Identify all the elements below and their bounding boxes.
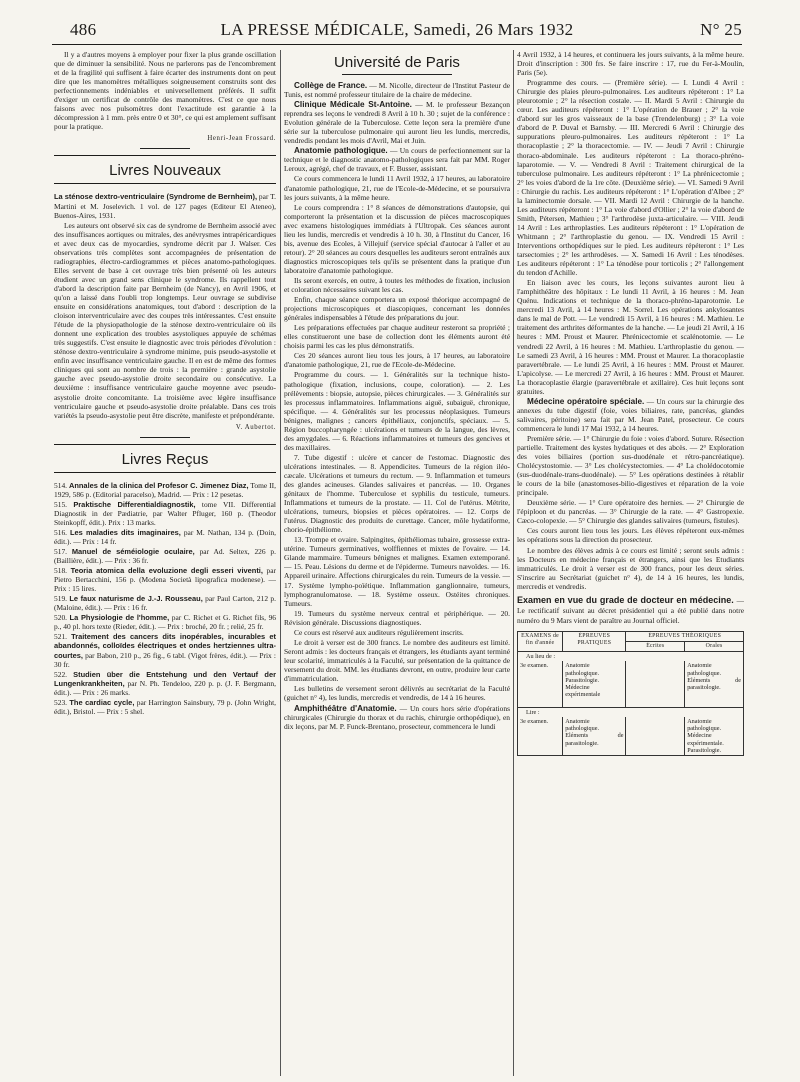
book-title: La sténose dextro-ventriculaire (Syndrome de Bernheim),	[54, 192, 258, 202]
examen-heading: Examen en vue du grade de docteur en médecine. — Le rectificatif suivant au décret présidentiel qui a été publié dans notre numéro du 9 Mars vient de paraître au Journal officiel.	[517, 594, 744, 625]
paragraph: Enfin, chaque séance comportera un exposé théorique accompagné de projections microscopiques et diascopiques, concernant les données générales indispensables à l'étude des préparations du jour.	[284, 295, 510, 323]
paragraph: Ces cours auront lieu tous les jours. Les élèves répéteront eux-mêmes les opérations sous la direction du prosecteur.	[517, 526, 744, 545]
list-item: 518. Teoria atomica della evoluzione degli esseri viventi, par Pietro Bertacchini, 156 p. (Modena Società lipografica modenese). — Prix : 15 lires.	[54, 566, 276, 594]
separator	[140, 437, 190, 438]
intro-paragraph: Il y a d'autres moyens à employer pour fixer la plus grande oscillation que de diminuer la sensibilité. Nous ne parlerons pas de l'encombrement et de la fragilité qui suffisent à faire écarter des instruments dont on peut dire que les manomètres métalliques soigneusement construits sont des perfectionnements indéniables et universellement préférés. Il suffit d'exiger un certificat de contrôle des manomètres. C'est ce que nous faisons avec nos pulsomètres dont l'exactitude est garantie à la décompression à 1 mm. près entre 0 et 30°, ce qui est amplement suffisant pour la pratique.	[54, 50, 276, 132]
column-divider	[280, 50, 281, 1076]
paragraph: En liaison avec les cours, les leçons suivantes auront lieu à l'amphithéâtre des hôpitaux : Le lundi 11 Avril, à 16 heures : M. Jean Quénu. Indications et technique de la thoraco-phréno-laparotomie. Le mercredi 13 Avril, à 14 heures : M. Sorrel. Les opérations ankylosantes dans le mal de Pott. — Le vendredi 15 Avril, à 16 heures : M. Mathieu. Le traitement des arthrites déformantes de la hanche. — Le jeudi 21 Avril, à 16 heures : MM. Proust et Maurer. Phrénicectomie et scalénotomie. — Le vendredi 22 Avril, à 16 heures : M. Mathieu. L'arthroplastie du genou. — Le samedi 23 Avril, à 16 heures : MM. Proust et Maurer. La thoracoplastie paravertébrale. — Le lundi 25 Avril, à 16 heures : MM. Proust et Maurer. L'apicolyse. — Le mercredi 27 Avril, à 16 heures : MM. Proust et Maurer. La thoracoplastie élargie (paravertébrale et axillaire). Ces huit leçons sont gratuites.	[517, 278, 744, 396]
livres-nouveaux-heading: Livres Nouveaux	[54, 155, 276, 184]
program-paragraph: Programme des cours. — (Première série). — I. Lundi 4 Avril : Chirurgie des plaies pleuro-pulmonaires. Les auditeurs répéteront : 1° La pleurotomie ; 2° la résection costale. — II. Mardi 5 Avril : Chirurgie du cœur. Les auditeurs répéteront : 1° L'opération de Brauer ; 2° la voie d'abord sur les gros vaisseaux de la base (Trendelenburg) ; 3° La voie d'abord de P. Duval et Barnsby. — III. Mercredi 6 Avril : Chirurgie des suppurations pleuro-pulmonaires. Les auditeurs répéteront : 1° La thoracoplastie ; 2° la thoracectomie. — IV. — Jeudi 7 Avril : Chirurgie thoraco-abdominale. Les auditeurs répéteront : La thoraco-phréno-laparotomie. — V. — Vendredi 8 Avril : Traitement chirurgical de la tuberculose pulmonaire. Les auditeurs répéteront : 1° La phrénicectomie ; 2° les voies d'abord de la 1re côte. (Deuxième série). — VI. Samedi 9 Avril : Chirurgie du rachis. Les auditeurs répéteront : 1° L'opération d'Albee ; 2° la laminectomie dorsale. — VII. Mardi 12 Avril : Chirurgie de la hanche. Les auditeurs répéteront : 1° La voie d'abord d'Ollier ; 2° la voie d'abord de Smith, Pétersen, Mathieu ; 3° l'arthrodèse juxta-articulaire. — VIII. Jeudi 14 Avril : Les arthroplasties. Les auditeurs répéteront : 1° L'opération de Whitmann ; 2° l'arthroplastie du genou. — IX. Vendredi 15 Avril : Interventions orthopédiques sur le pied. Les auditeurs répéteront : 1° Les tarsectomies ; 2° les arthrodèses. — X. Samedi 16 Avril : Les ténodèses. Les auditeurs répéteront : 1° La ténodèse pour torticolis ; 2° l'allongement du tendon d'Achille.	[517, 78, 744, 278]
received-books-list	[54, 481, 276, 716]
paragraph: Ce cours commencera le lundi 11 Avril 1932, à 17 heures, au laboratoire d'anatomie pathologique, 21, rue de l'Ecole-de-Médecine, et se poursuivra les jours suivants, à la même heure.	[284, 174, 510, 202]
paragraph: 4 Avril 1932, à 14 heures, et continuera les jours suivants, à la même heure. Droit d'inscription : 300 frs. Se faire inscrire : 17, rue du Fer-à-Moulin, Paris (5e).	[517, 50, 744, 78]
issue-number: N° 25	[700, 20, 742, 39]
paragraph: Le nombre des élèves admis à ce cours est limité ; seront seuls admis : les Docteurs en médecine français et étrangers, ainsi que les Etudiants immatriculés. Le droit à verser est de 300 francs, pour les deux séries. S'inscrire au Secrétariat (guichet n° 4), de 14 à 16 heures, les lundis, mercredis et vendredis.	[517, 545, 744, 591]
review-signature: V. Aubertot.	[235, 423, 276, 431]
paragraph: Les préparations effectuées par chaque auditeur resteront sa propriété ; elles constitueront une base de collection dont les éléments auront été choisis parmi les cas les plus démonstratifs.	[284, 323, 510, 351]
header-rule	[52, 44, 742, 45]
paragraph: Programme du cours. — 1. Généralités sur la technique histo-pathologique (fixation, inclusions, coupe, coloration). — 2. Les prélèvements : biopsie, autopsie, pièces chirurgicales. — 3. Généralités sur les processus inflammatoires. Inflammations aiguë, subaiguë, chronique, spécifique. — 4. Généralités sur les processus néoplasiques. Tumeurs bénignes, malignes ; cancers épithéliaux, conjonctifs, spéciaux. — 5. Région buccopharyngée : ulcérations et tumeurs de la langue, des lèvres, des amygdales. — 6. Réactions inflammatoires et tumeurs des gencives et des maxillaires.	[284, 370, 510, 452]
separator	[140, 148, 190, 149]
page-number: 486	[70, 20, 97, 39]
list-item: 517. Manuel de séméiologie oculaire, par Ad. Seltex, 226 p. (Baillière, édit.). — Prix : 36 fr.	[54, 547, 276, 566]
journal-title: LA PRESSE MÉDICALE, Samedi, 26 Mars 1932	[220, 20, 574, 39]
paragraph: Première série. — 1° Chirurgie du foie : voies d'abord. Suture. Résection partielle. Traitement des kystes hydatiques et des abcès. — 2° Exploration des voies biliaires (portion sus-duodénale et rétro-pancréatique). Cholécystostomie. — 3° Les cholécystectomies. — 4° La cholédocotomie (sus-duodénale-trans-duodénale). — 5° Les opérations destinées à rétablir le cours de la bile (anastomoses-bilio-digestives et réparation de la voie principale.	[517, 433, 744, 498]
paragraph: Ils seront exercés, en outre, à toutes les méthodes de fixation, inclusion et coloration nécessaires suivant les cas.	[284, 275, 510, 295]
book-reference: par T. Martini et M. Joselevich. 1 vol. de 127 pages (Editeur El Ateneo), Buenos-Aires, 1931.	[54, 192, 276, 220]
list-item: 521. Traitement des cancers dits inopérables, incurables et abandonnés, colloïdes électriques et ondes hertziennes ultra-courtes, par Babon, 210 p., 26 fig., 6 tabl. (Vigot frères, édit.). — Prix : 30 fr.	[54, 632, 276, 669]
paragraph: Ce cours est réservé aux auditeurs régulièrement inscrits.	[294, 627, 464, 637]
column-divider	[513, 50, 514, 1076]
table-row: 3e examen. Anatomie pathologique. Eléments de parasitologie. Anatomie pathologique. Médecine expérimentale. Parasitologie.	[518, 717, 744, 756]
list-item: 520. La Physiologie de l'homme, par C. Richet et G. Richet fils, 96 p., 40 pl. hors texte (Rieder, édit.). — Prix : broché, 20 fr. ; relié, 25 fr.	[54, 613, 276, 632]
table-row: 3e examen. Anatomie pathologique. Parasitologie. Médecine expérimentale Anatomie pathologique. Eléments de parasitologie.	[518, 661, 744, 707]
list-item: 522. Studien über die Entstehung und den Vertauf der Lungenkrankheiten, par N. Ph. Tendeloo, 220 p. p. (J. F. Bergmann, édit.). — Prix : 26 marks.	[54, 669, 276, 697]
livres-recus-heading: Livres Reçus	[54, 444, 276, 473]
medecine-operatoire-item: Médecine opératoire spéciale. — Un cours sur la chirurgie des annexes du tube digestif (foie, voies biliaires, rate, pancréas, glandes salivaires, péritoine) sera fait par M. Jean Patel, prosecteur. Ce cours commencera le lundi 17 Mai 1932, à 14 heures.	[517, 396, 744, 433]
paragraph: Les bulletins de versement seront délivrés au secrétariat de la Faculté (guichet n° 4), les lundis, mercredis et vendredis, de 14 à 16 heures.	[284, 684, 510, 703]
column-middle	[284, 50, 510, 1076]
paragraph: 19. Tumeurs du système nerveux central et périphérique. — 20. Révision générale. Discussions diagnostiques.	[284, 608, 510, 627]
paragraph: 13. Trompe et ovaire. Salpingites, épithéliomas tubaire, grossesse extra-utérine. Tumeurs germinatives, wolffiennes et mixtes de l'ovaire. — 14. Glande mammaire. Tumeurs bénignes et malignes. Examen extemporané. — 15. Peau. Lésions du derme et de l'épiderme. Tumeurs nævoïdes. — 16. Appareil urinaire. Affections chirurgicales du rein. Tumeurs de la vessie. — 17. Système lympho-poïétique. Inflammation ganglionnaire, tumeurs, lymphogranulomatose. — 18. Système osseux. Ostéites chroniques. Tumeurs.	[284, 535, 510, 608]
table-row: Écrites Orales	[518, 641, 744, 651]
exam-table	[517, 631, 744, 756]
amphitheatre-item: Amphithéâtre d'Anatomie. — Un cours hors série d'opérations chirurgicales (Chirurgie du thorax et du rachis, chirurgie orthopédique), en dix leçons, par M. P. Funck-Brentano, prosecteur, commencera le lundi	[284, 704, 510, 732]
paragraph: 7. Tube digestif : ulcère et cancer de l'estomac. Diagnostic des ulcérations intestinales. — 8. Appendicites. Tumeurs de la région iléo-cæcale. Ulcérations et tumeurs du rectum. — 9. Inflammation et tumeurs des glandes acineuses. Glandes salivaires et pancréas. — 10. Organes génitaux de l'homme. Tuberculose et syphilis du testicule, tumeurs. Inflammations et tumeurs de la prostate. — 11. Col de l'utérus. Métrite, ulcérations, tumeurs, biopsies et pièces opératoires. — 12. Corps de l'utérus. Diagnostic des produits de curettage. Cancer, môle hydatiforme, chorio-épithéliome.	[284, 452, 510, 535]
paragraph: Ces 20 séances auront lieu tous les jours, à 17 heures, au laboratoire d'anatomie pathologique, 21, rue de l'Ecole-de-Médecine.	[284, 351, 510, 370]
page-header	[52, 18, 742, 42]
list-item: 519. Le faux naturisme de J.-J. Rousseau, par Paul Carton, 212 p. (Maloine, édit.). — Prix : 16 fr.	[54, 594, 276, 613]
universite-heading: Université de Paris	[334, 54, 460, 71]
table-row: Au lieu de :	[518, 652, 744, 662]
college-de-france-item: Collège de France. — M. Nicolle, directeur de l'Institut Pasteur de Tunis, est nommé professeur titulaire de la chaire de médecine.	[284, 81, 510, 100]
book-review: Les auteurs ont observé six cas de syndrome de Bernheim associé avec des insuffisances aortiques ou mitrales, des anévrysmes intrapéricardiques et avec deux cas de myocardies, syndrome décrit par J. Walser. Ces observations très complètes sont accompagnées de présentation de radiographies, électro-cardiogrammes et pièces anatomo-pathologiques. Elles servent de base à cet ouvrage très bien présenté où les auteurs étudient avec un grand sens clinique le syndrome. Ils rappellent tout d'abord la description faite par Bernheim (de Nancy), en Avril 1906, et qu'on a laissé dans l'oubli trop longtemps. Leur ouvrage se subdivise ensuite en considérations anatomiques, tout d'abord : description de la cloison interventriculaire avec des coupes très intéressantes. C'est ensuite l'étude de la physiopathologie de la sténose dextro-ventriculaire où ils donnent une explication des troubles asystoliques appuyée de schémas très suggestifs. C'est ensuite le diagnostic avec trois périodes d'évolution : sténose dextro-ventriculaire à syndrome minime, puis pseudo-asystolie et enfin avec insuffisance ventriculaire gauche. Il en est de même des formes cliniques qui sont au nombre de trois : la première : grande asystolie gauche avec pseudo-asystolie droite secondaire ou consécutive. La deuxième : insuffisance ventriculaire gauche moyenne avec pseudo-asystolie droite concomitante. La troisième avec légère insuffisance ventriculaire gauche et pseudo-asystolie droite préalable. Dans ces trois variétés la pseudo-asystolie peut être discrète, manifeste et prépondérante.	[54, 220, 276, 420]
paragraph: Le droit à verser est de 300 francs. Le nombre des auditeurs est limité. Seront admis : les docteurs français et étrangers, les étudiants ayant terminé leur scolarité, immatriculés à la Faculté, sur présentation de la quittance de versement du droit. MM. les étudiants devront, en outre, produire leur carte d'immatriculation.	[284, 637, 510, 683]
table-row: EXAMENS de fin d'année ÉPREUVES PRATIQUES ÉPREUVES THÉORIQUES	[518, 631, 744, 641]
clinique-st-antoine-item: Clinique Médicale St-Antoine. — M. le professeur Bezançon reprendra ses leçons le vendredi 8 Avril à 10 h. 30 ; sujet de la conférence : Evolution générale de la Tuberculose. Cette leçon sera la première d'une série sur la tuberculose pulmonaire qui auront lieu les lundis, mercredis, vendredis pendant les mois d'Avril, Mai et Juin.	[284, 100, 510, 146]
book-citation	[54, 192, 276, 219]
list-item: 515. Praktische Differentialdiagnostik, tome VII. Differential Diagnostik in der Pædiatrie, par Walter Pfluger, 160 p. (Theodor Steinkopff, édit.). Prix : 13 marks.	[54, 499, 276, 527]
table-row: Lire :	[518, 707, 744, 717]
column-right	[517, 50, 744, 1076]
column-left	[54, 50, 276, 1076]
intro-signature: Henri-Jean Frossard.	[207, 135, 276, 143]
paragraph: Deuxième série. — 1° Cure opératoire des hernies. — 2° Chirurgie de l'épiploon et du pancréas. — 3° Chirurgie de la rate. — 4° Gastropexie. Cæco-colopexie. — 5° Chirurgie des glandes salivaires (tumeurs, fistules).	[517, 498, 744, 526]
list-item: 523. The cardiac cycle, par Harrington Sainsbury, 79 p. (John Wright, édit.), Bristol. — Prix : 5 shel.	[54, 697, 276, 716]
paragraph: Le cours comprendra : 1° 8 séances de démonstrations d'autopsie, qui comporteront la présentation et la discussion de pièces macroscopiques avec examens histologiques immédiats à l'Ultropak. Ces séances auront lieu les lundis, mercredis et vendredis à 10 h. 30, à l'Institut du Cancer, 16 bis, avenue des Ecoles, à Villejuif (service spécial d'autocar à l'aller et au retour). 2° 20 séances au cours desquelles les auditeurs seront entraînés aux diagnostics microscopiques tels qu'ils se présentent dans la pratique d'un laboratoire d'anatomie pathologique.	[284, 202, 510, 275]
separator	[342, 74, 452, 75]
list-item: 516. Les maladies dits imaginaires, par M. Nathan, 134 p. (Doin, édit.). — Prix : 14 fr.	[54, 527, 276, 546]
list-item: 514. Annales de la clinica del Profesor C. Jimenez Diaz, Tome II, 1929, 586 p. (Editorial paracelso), Madrid. — Prix : 12 pesetas.	[54, 480, 276, 499]
anatomie-pathologique-item: Anatomie pathologique. — Un cours de perfectionnement sur la technique et le diagnostic anatomo-pathologiques sera fait par MM. Roger Leroux, agrégé, chef de travaux, et F. Busser, assistant.	[284, 146, 510, 174]
